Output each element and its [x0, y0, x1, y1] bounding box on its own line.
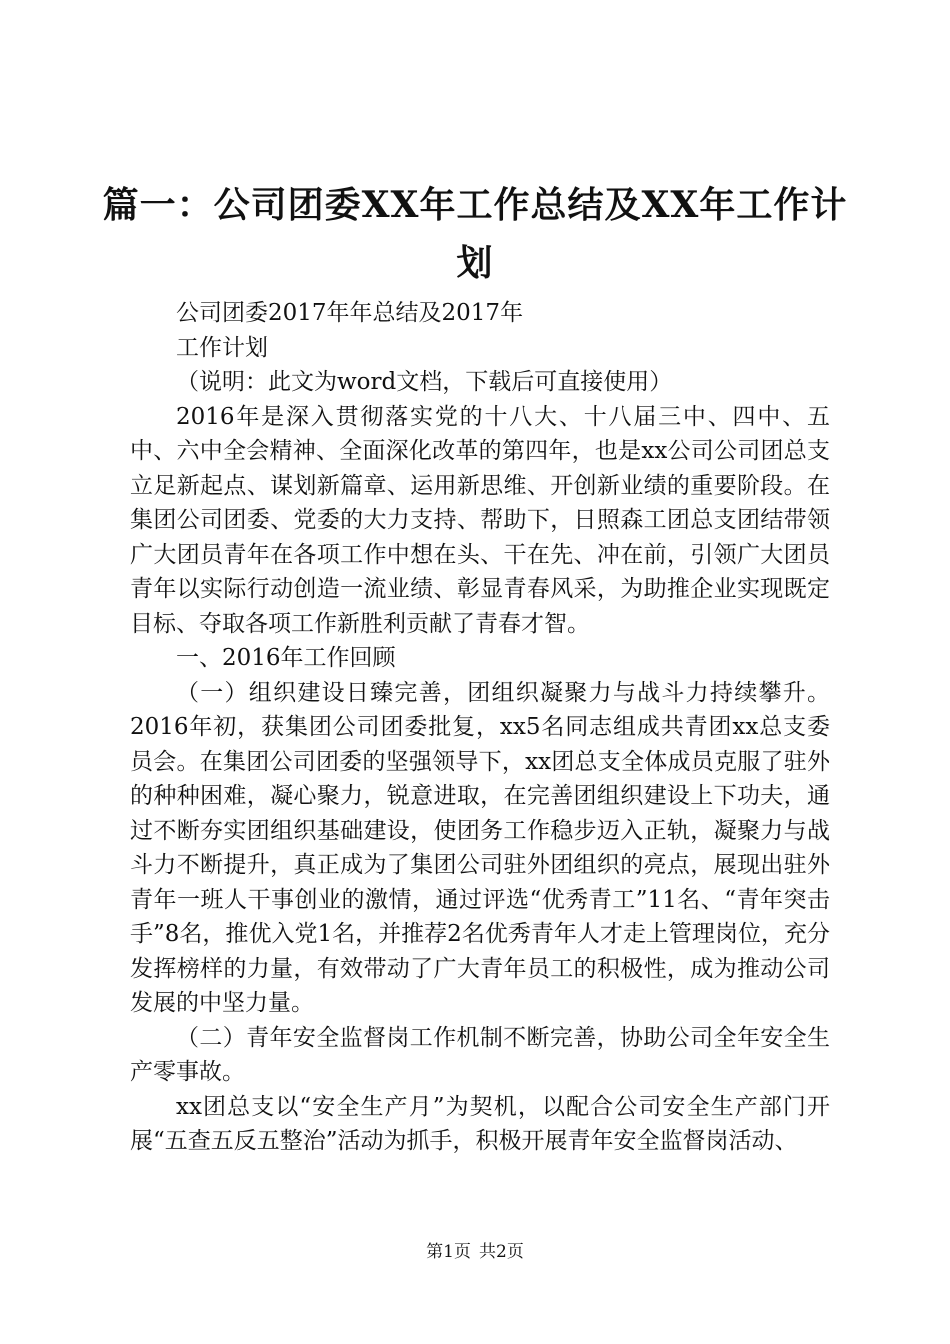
paragraph-safety: xx团总支以“安全生产月”为契机，以配合公司安全生产部门开展“五查五反五整治”活动为抓手，积极开展青年安全监督岗活动、	[130, 1093, 830, 1154]
page-number-total: 共2页	[479, 1242, 524, 1262]
subtitle-line-1: 公司团委2017年年总结及2017年	[176, 300, 524, 326]
document-title: 篇一：公司团委XX年工作总结及XX年工作计划	[102, 184, 848, 284]
document-note: （说明：此文为word文档，下载后可直接使用）	[176, 369, 673, 395]
section-heading-review: 一、2016年工作回顾	[176, 645, 396, 671]
page-footer	[0, 1240, 950, 1264]
paragraph-safety-heading: （二）青年安全监督岗工作机制不断完善，协助公司全年安全生产零事故。	[130, 1024, 830, 1085]
paragraph-intro: 2016年是深入贯彻落实党的十八大、十八届三中、四中、五中、六中全会精神、全面深化改革的第四年，也是xx公司公司团总支立足新起点、谋划新篇章、运用新思维、开创新业绩的重要阶段。在集团公司团委、党委的大力支持、帮助下，日照森工团总支团结带领广大团员青年在各项工作中想在头、干在先、冲在前，引领广大团员青年以实际行动创造一流业绩、彰显青春风采，为助推企业实现既定目标、夺取各项工作新胜利贡献了青春才智。	[130, 403, 830, 637]
page-number-current: 第1页	[426, 1242, 471, 1262]
paragraph-organization: （一）组织建设日臻完善，团组织凝聚力与战斗力持续攀升。2016年初，获集团公司团委批复，xx5名同志组成共青团xx总支委员会。在集团公司团委的坚强领导下，xx团总支全体成员克服了驻外的种种困难，凝心聚力，锐意进取，在完善团组织建设上下功夫，通过不断夯实团组织基础建设，使团务工作稳步迈入正轨，凝聚力与战斗力不断提升，真正成为了集团公司驻外团组织的亮点，展现出驻外青年一班人干事创业的激情，通过评选“优秀青工”11名、“青年突击手”8名，推优入党1名，并推荐2名优秀青年人才走上管理岗位，充分发挥榜样的力量，有效带动了广大青年员工的积极性，成为推动公司发展的中坚力量。	[130, 679, 830, 1016]
subtitle-line-2: 工作计划	[176, 334, 268, 361]
document-body	[130, 296, 830, 1159]
